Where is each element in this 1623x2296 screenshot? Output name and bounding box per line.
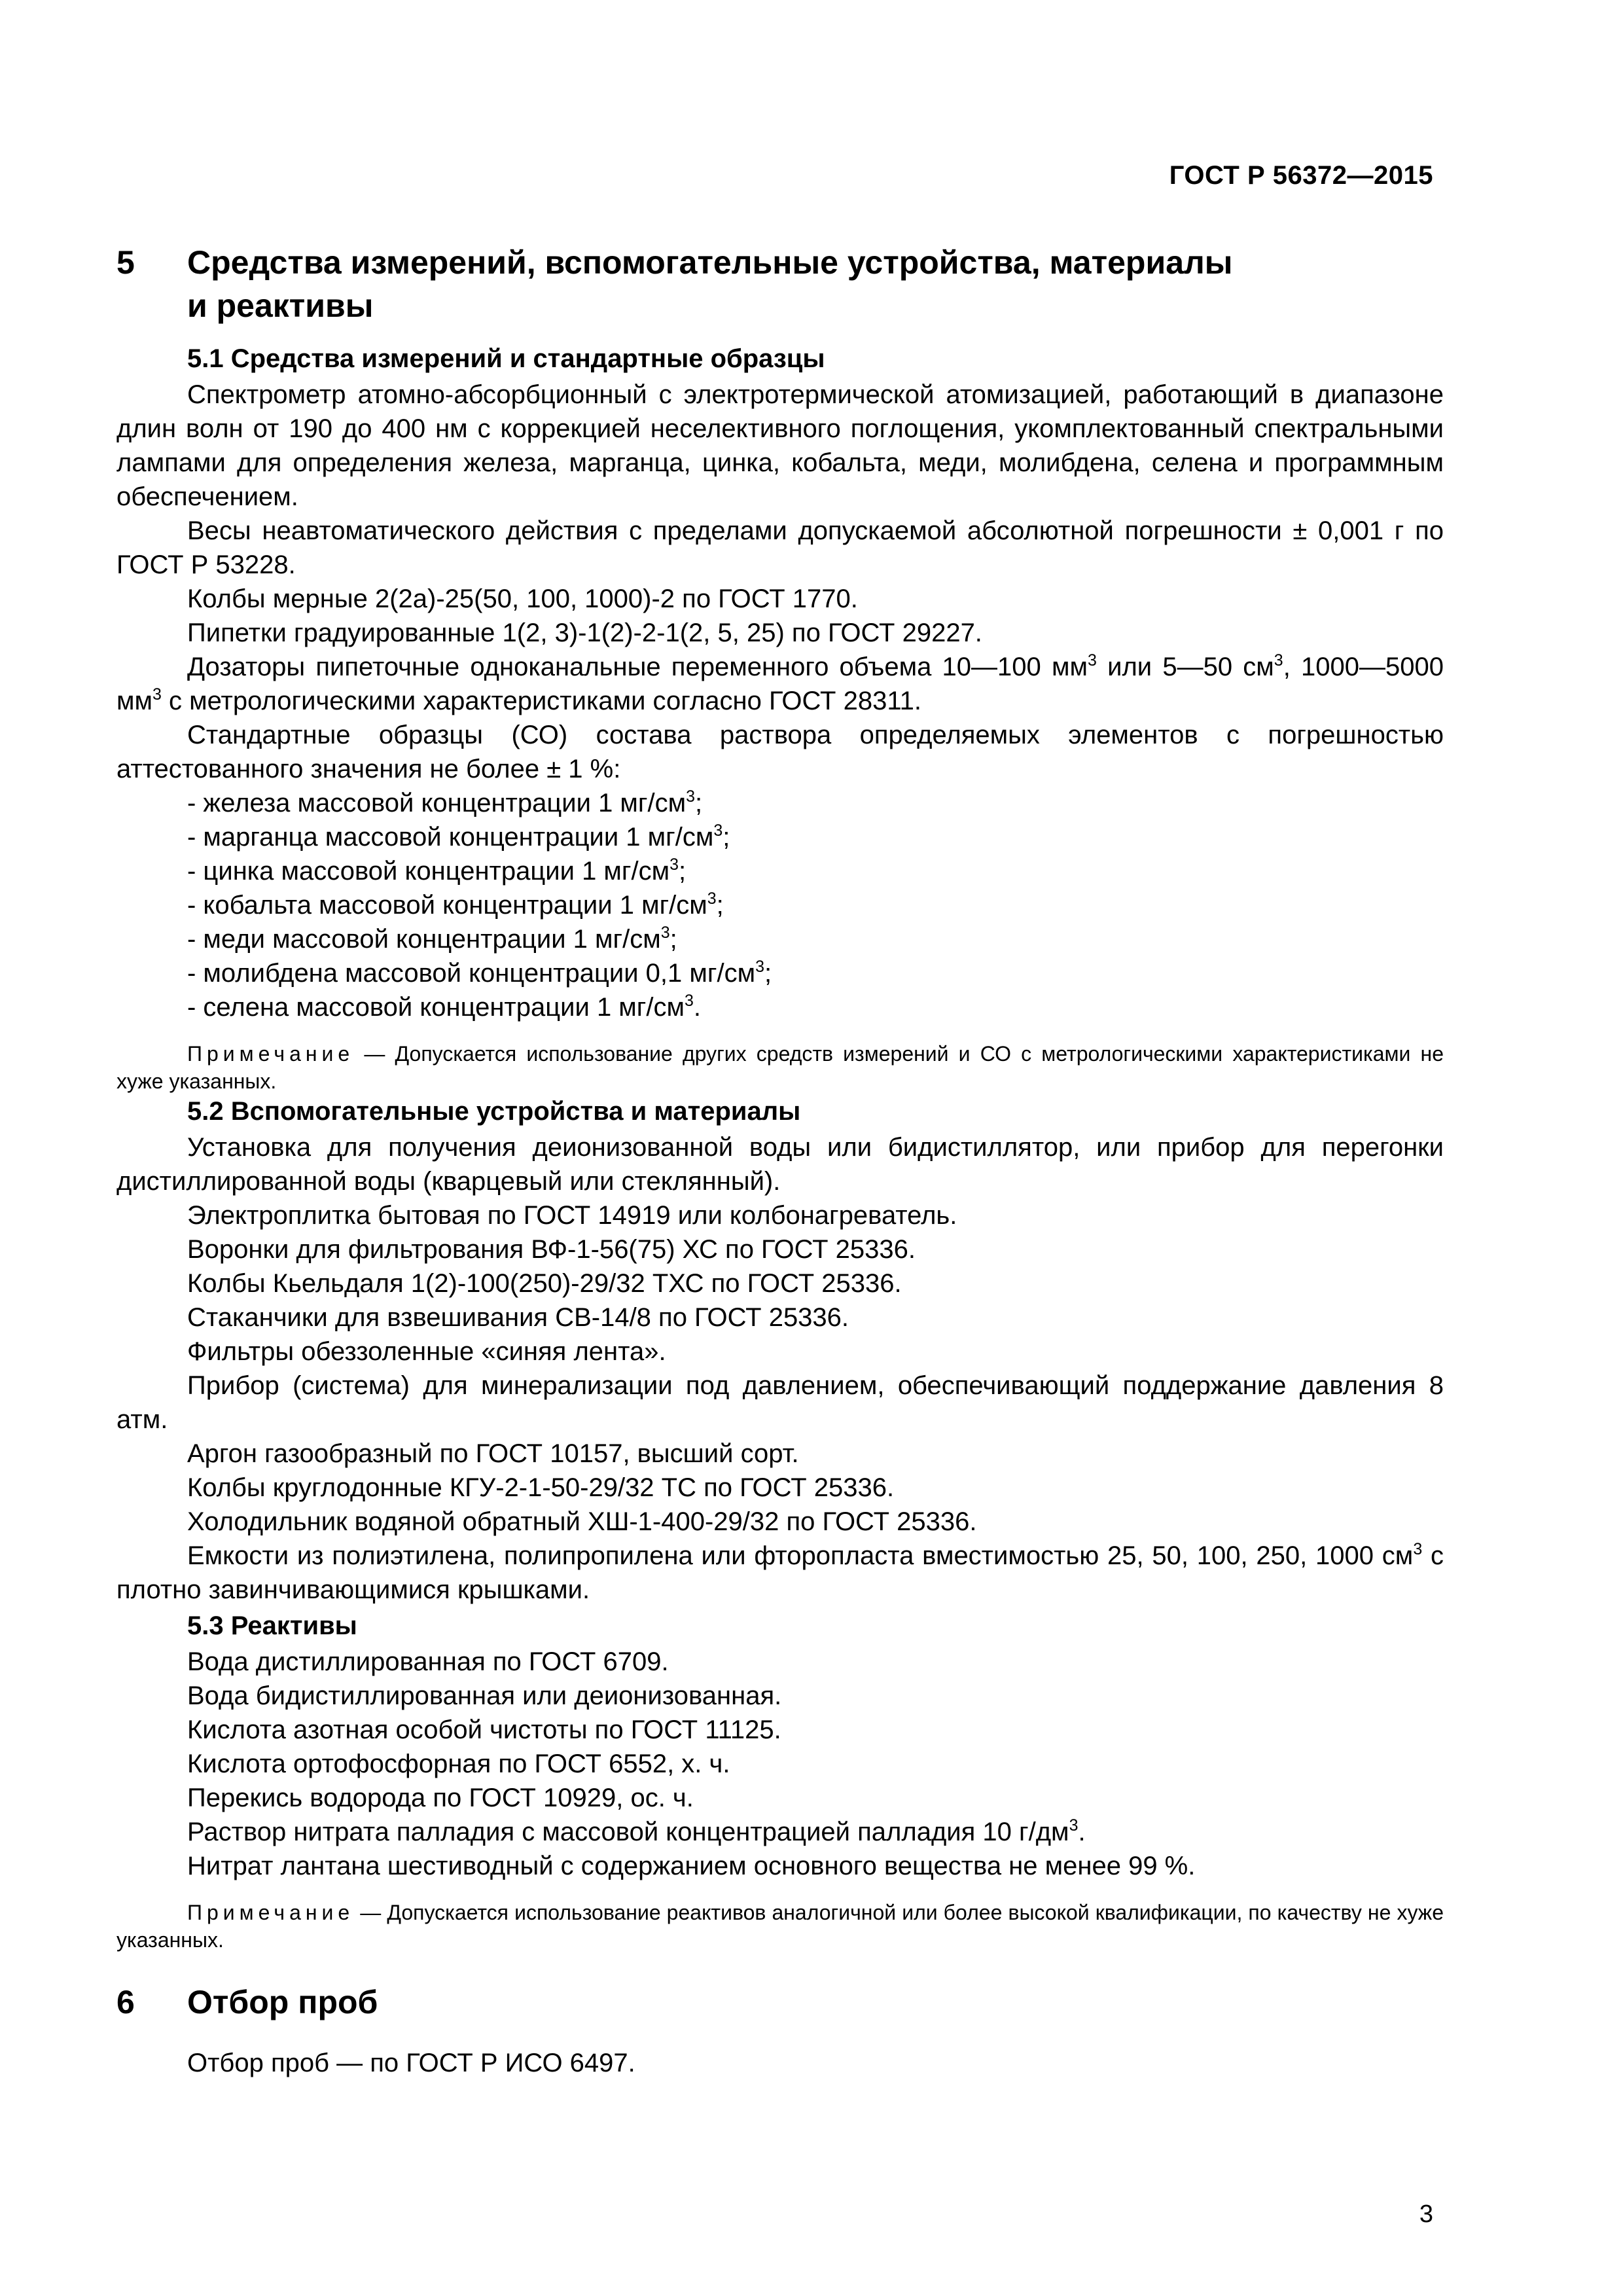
subsection-5-2 bbox=[116, 1094, 1444, 1607]
paragraph: Нитрат лантана шестиводный с содержанием основного вещества не менее 99 %. bbox=[187, 1852, 1196, 1880]
note-text: — Допускается использование реактивов аналогичной или более высокой квалификации, по качеству не хуже указанных. bbox=[116, 1901, 1444, 1952]
list-item-end: ; bbox=[764, 959, 772, 988]
paragraph: Аргон газообразный по ГОСТ 10157, высший сорт. bbox=[187, 1439, 799, 1468]
list-item bbox=[116, 786, 1444, 820]
paragraph: Колбы круглодонные КГУ-2-1-50-29/32 ТС по ГОСТ 25336. bbox=[187, 1473, 895, 1502]
paragraph: Кислота азотная особой чистоты по ГОСТ 11125. bbox=[187, 1715, 781, 1744]
superscript: 3 bbox=[1413, 1540, 1423, 1558]
list-item-text: - кобальта массовой концентрации 1 мг/см bbox=[187, 891, 707, 920]
paragraph: Спектрометр атомно-абсорбционный с электротермической атомизацией, работающий в диапазоне длин волн от 190 до 400 нм с коррекцией неселективного поглощения, укомплектованный спектральными лампами для определения железа, марганца, цинка, кобальта, меди, молибдена, селена и программным обеспечением. bbox=[116, 380, 1444, 511]
subsection-title: 5.3 Реактивы bbox=[187, 1611, 357, 1640]
paragraph bbox=[116, 1815, 1444, 1849]
note bbox=[116, 1899, 1444, 1954]
list-item-text: - селена массовой концентрации 1 мг/см bbox=[187, 993, 685, 1022]
document-code: ГОСТ Р 56372—2015 bbox=[1169, 161, 1433, 190]
list-item-end: ; bbox=[695, 789, 703, 817]
text-run: с метрологическими характеристиками согласно ГОСТ 28311. bbox=[161, 687, 921, 715]
paragraph: Пипетки градуированные 1(2, 3)-1(2)-2-1(2, 5, 25) по ГОСТ 29227. bbox=[187, 619, 982, 647]
paragraph: Установка для получения деионизованной воды или бидистиллятор, или прибор для перегонки дистиллированной воды (кварцевый или стеклянный). bbox=[116, 1133, 1444, 1196]
paragraph: Отбор проб — по ГОСТ Р ИСО 6497. bbox=[187, 2049, 635, 2077]
superscript: 3 bbox=[685, 992, 694, 1010]
paragraph: Воронки для фильтрования ВФ-1-56(75) ХС по ГОСТ 25336. bbox=[187, 1235, 916, 1264]
superscript: 3 bbox=[1069, 1816, 1079, 1835]
superscript: 3 bbox=[1274, 651, 1283, 670]
section-title bbox=[116, 241, 1444, 327]
paragraph bbox=[116, 1539, 1444, 1607]
superscript: 3 bbox=[1088, 651, 1097, 670]
text-run: Емкости из полиэтилена, полипропилена или фторопласта вместимостью 25, 50, 100, 250, 1000 см bbox=[187, 1541, 1414, 1570]
section-title-text: Отбор проб bbox=[187, 1984, 378, 2020]
list-item-text: - железа массовой концентрации 1 мг/см bbox=[187, 789, 687, 817]
list-item-text: - меди массовой концентрации 1 мг/см bbox=[187, 925, 661, 954]
paragraph: Стандартные образцы (СО) состава раствора определяемых элементов с погрешностью аттестованного значения не более ± 1 %: bbox=[116, 721, 1444, 783]
note-text: — Допускается использование других средств измерений и СО с метрологическими характеристиками не хуже указанных. bbox=[116, 1042, 1444, 1093]
superscript: 3 bbox=[713, 821, 723, 840]
list-item-end: ; bbox=[722, 823, 730, 852]
list-item bbox=[116, 956, 1444, 990]
paragraph bbox=[116, 650, 1444, 718]
page-number: 3 bbox=[1419, 2200, 1433, 2228]
section-5-heading bbox=[116, 241, 1444, 327]
paragraph: Колбы мерные 2(2а)-25(50, 100, 1000)-2 по ГОСТ 1770. bbox=[187, 584, 858, 613]
list-item bbox=[116, 820, 1444, 854]
superscript: 3 bbox=[707, 889, 717, 908]
superscript: 3 bbox=[669, 855, 679, 874]
text-run: или 5—50 см bbox=[1096, 653, 1274, 681]
subsection-5-3 bbox=[116, 1609, 1444, 1954]
text-run: Дозаторы пипеточные одноканальные переменного объема 10—100 мм bbox=[187, 653, 1088, 681]
paragraph: Холодильник водяной обратный ХШ-1-400-29/32 по ГОСТ 25336. bbox=[187, 1507, 977, 1536]
list-item-end: . bbox=[693, 993, 702, 1022]
list-item-end: ; bbox=[679, 857, 687, 886]
list-item-end: ; bbox=[716, 891, 724, 920]
paragraph: Электроплитка бытовая по ГОСТ 14919 или колбонагреватель. bbox=[187, 1201, 957, 1230]
paragraph: Колбы Кьельдаля 1(2)-100(250)-29/32 ТХС по ГОСТ 25336. bbox=[187, 1269, 902, 1298]
superscript: 3 bbox=[686, 787, 696, 806]
paragraph: Стаканчики для взвешивания СВ-14/8 по ГОСТ 25336. bbox=[187, 1303, 849, 1332]
list-item-end: ; bbox=[669, 925, 677, 954]
list-item-text: - цинка массовой концентрации 1 мг/см bbox=[187, 857, 670, 886]
list-item bbox=[116, 990, 1444, 1024]
note bbox=[116, 1040, 1444, 1095]
section-title-line-1: Средства измерений, вспомогательные устройства, материалы bbox=[187, 244, 1233, 281]
superscript: 3 bbox=[660, 924, 670, 942]
section-title bbox=[116, 1981, 1444, 2024]
paragraph: Вода бидистиллированная или деионизованная. bbox=[187, 1681, 782, 1710]
paragraph: Фильтры обеззоленные «синяя лента». bbox=[187, 1337, 666, 1366]
list-item-text: - молибдена массовой концентрации 0,1 мг/см bbox=[187, 959, 756, 988]
paragraph: Перекись водорода по ГОСТ 10929, ос. ч. bbox=[187, 1784, 694, 1812]
paragraph: Прибор (система) для минерализации под давлением, обеспечивающий поддержание давления 8 атм. bbox=[116, 1371, 1444, 1434]
text-run: . bbox=[1078, 1818, 1086, 1846]
paragraph: Вода дистиллированная по ГОСТ 6709. bbox=[187, 1647, 669, 1676]
list-item-text: - марганца массовой концентрации 1 мг/см bbox=[187, 823, 714, 852]
subsection-5-1 bbox=[116, 342, 1444, 1095]
text-run: с плотно завинчивающимися крышками. bbox=[116, 1541, 1444, 1604]
list-item bbox=[116, 854, 1444, 888]
section-6 bbox=[116, 1981, 1444, 2080]
note-label: Примечание bbox=[187, 1901, 355, 1924]
list-item bbox=[116, 922, 1444, 956]
list-item bbox=[116, 888, 1444, 922]
superscript: 3 bbox=[152, 685, 162, 704]
superscript: 3 bbox=[755, 958, 765, 976]
section-number: 5 bbox=[116, 244, 135, 281]
text-run: Раствор нитрата палладия с массовой концентрацией палладия 10 г/дм bbox=[187, 1818, 1069, 1846]
text-run: , 1000—5000 мм bbox=[116, 653, 1444, 715]
section-number: 6 bbox=[116, 1984, 135, 2020]
paragraph: Кислота ортофосфорная по ГОСТ 6552, х. ч. bbox=[187, 1749, 730, 1778]
subsection-title: 5.1 Средства измерений и стандартные образцы bbox=[187, 344, 825, 373]
subsection-title: 5.2 Вспомогательные устройства и материалы bbox=[187, 1097, 801, 1126]
section-title-line-2: и реактивы bbox=[187, 287, 374, 324]
paragraph: Весы неавтоматического действия с пределами допускаемой абсолютной погрешности ± 0,001 г по ГОСТ Р 53228. bbox=[116, 516, 1444, 579]
note-label: Примечание bbox=[187, 1042, 355, 1066]
